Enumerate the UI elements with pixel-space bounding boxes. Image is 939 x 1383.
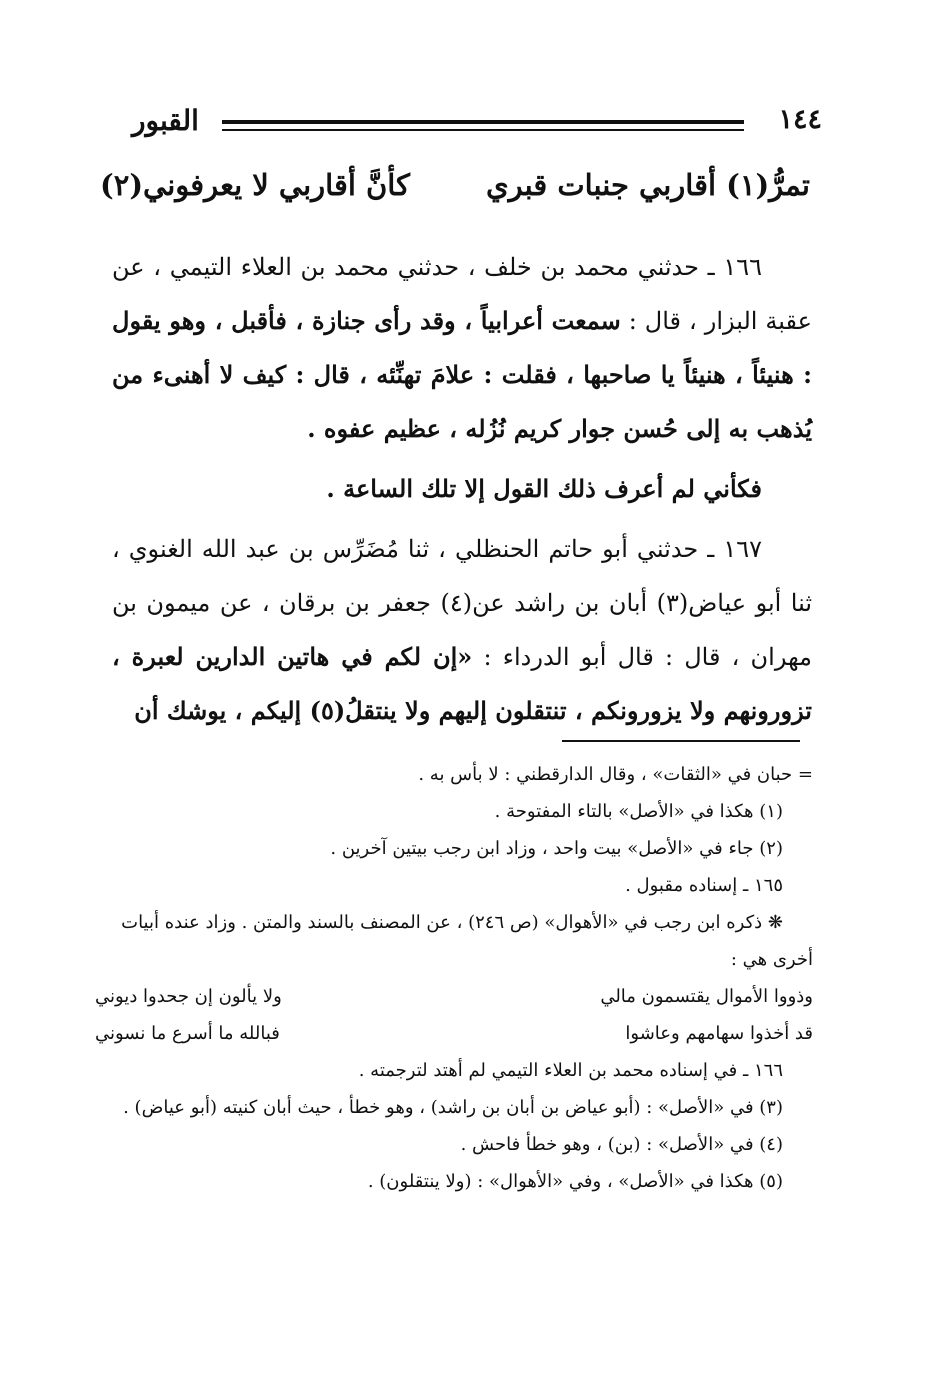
header-rule xyxy=(222,120,744,124)
footnote-5: (٥) هكذا في «الأصل» ، وفي «الأهوال» : (ولا ينتقلون) . xyxy=(367,1171,783,1192)
poem-line-2-first: قد أخذوا سهامهم وعاشوا xyxy=(625,1023,813,1044)
page-header xyxy=(132,104,822,148)
footnote-poem-line-1 xyxy=(95,978,813,1015)
matn-167: «إن لكم في هاتين الدارين لعبرة ، تزورونهم ولا يزورونكم ، تنتقلون إليهم ولا ينتقلُ(٥) إليكم ، يوشك أن xyxy=(112,642,812,725)
paragraph-166-end: فكأني لم أعرف ذلك القول إلا تلك الساعة . xyxy=(326,474,762,503)
verse-hemistich-first: تمرُّ(١) أقاربي جنبات قبري xyxy=(485,168,810,202)
running-title: القبور xyxy=(132,104,199,137)
paragraph-167 xyxy=(112,522,812,738)
footnote-continuation: = حبان في «الثقات» ، وقال الدارقطني : لا بأس به . xyxy=(418,764,813,785)
poem-line-2-second: فبالله ما أسرع ما نسوني xyxy=(95,1023,280,1044)
footnote-poem-line-2 xyxy=(95,1015,813,1052)
footnote-separator xyxy=(562,740,800,742)
main-text xyxy=(112,240,812,738)
footnote-3: (٣) في «الأصل» : (أبو عياض بن أبان بن راشد) ، وهو خطأ ، حيث أبان كنيته (أبو عياض) . xyxy=(123,1097,783,1118)
footnote-1: (١) هكذا في «الأصل» بالتاء المفتوحة . xyxy=(494,801,783,822)
matn-166: سمعت أعرابياً ، وقد رأى جنازة ، فأقبل ، وهو يقول : هنيئاً ، هنيئاً يا صاحبها ، فقلت : علامَ تهنِّئه ، قال : كيف لا أهنىء من يُذهب به إلى حُسن جوار كريم نُزُله ، عظيم عفوه . xyxy=(112,306,812,443)
paragraph-166 xyxy=(112,240,812,456)
verse-hemistich-second: كأنَّ أقاربي لا يعرفوني(٢) xyxy=(100,168,410,202)
footnote-166: ١٦٦ ـ في إسناده محمد بن العلاء التيمي لم أهتد لترجمته . xyxy=(358,1060,783,1081)
header-rule-thin xyxy=(222,129,744,131)
footnote-165: ١٦٥ ـ إسناده مقبول . xyxy=(625,875,783,896)
isnad-167: ١٦٧ ـ حدثني أبو حاتم الحنظلي ، ثنا مُضَرِّس بن عبد الله الغنوي ، ثنا أبو عياض(٣) أبان بن راشد عن(٤) جعفر بن برقان ، عن ميمون بن مهران ، قال : قال أبو الدرداء : xyxy=(112,535,812,671)
poem-line-1-first: وذووا الأموال يقتسمون مالي xyxy=(600,986,813,1007)
footnotes xyxy=(95,756,813,1200)
poem-verse xyxy=(100,168,810,224)
footnote-4: (٤) في «الأصل» : (بن) ، وهو خطأ فاحش . xyxy=(460,1134,783,1155)
page-number: ١٤٤ xyxy=(778,104,822,135)
footnote-2: (٢) جاء في «الأصل» بيت واحد ، وزاد ابن رجب بيتين آخرين . xyxy=(330,838,783,859)
isnad-166: ١٦٦ ـ حدثني محمد بن خلف ، حدثني محمد بن العلاء التيمي ، عن عقبة البزار ، قال : xyxy=(112,253,812,335)
footnote-star: ❋ ذكره ابن رجب في «الأهوال» (ص ٢٤٦) ، عن المصنف بالسند والمتن . وزاد عنده أبيات أخرى هي : xyxy=(121,912,813,970)
poem-line-1-second: ولا يألون إن جحدوا ديوني xyxy=(95,986,282,1007)
